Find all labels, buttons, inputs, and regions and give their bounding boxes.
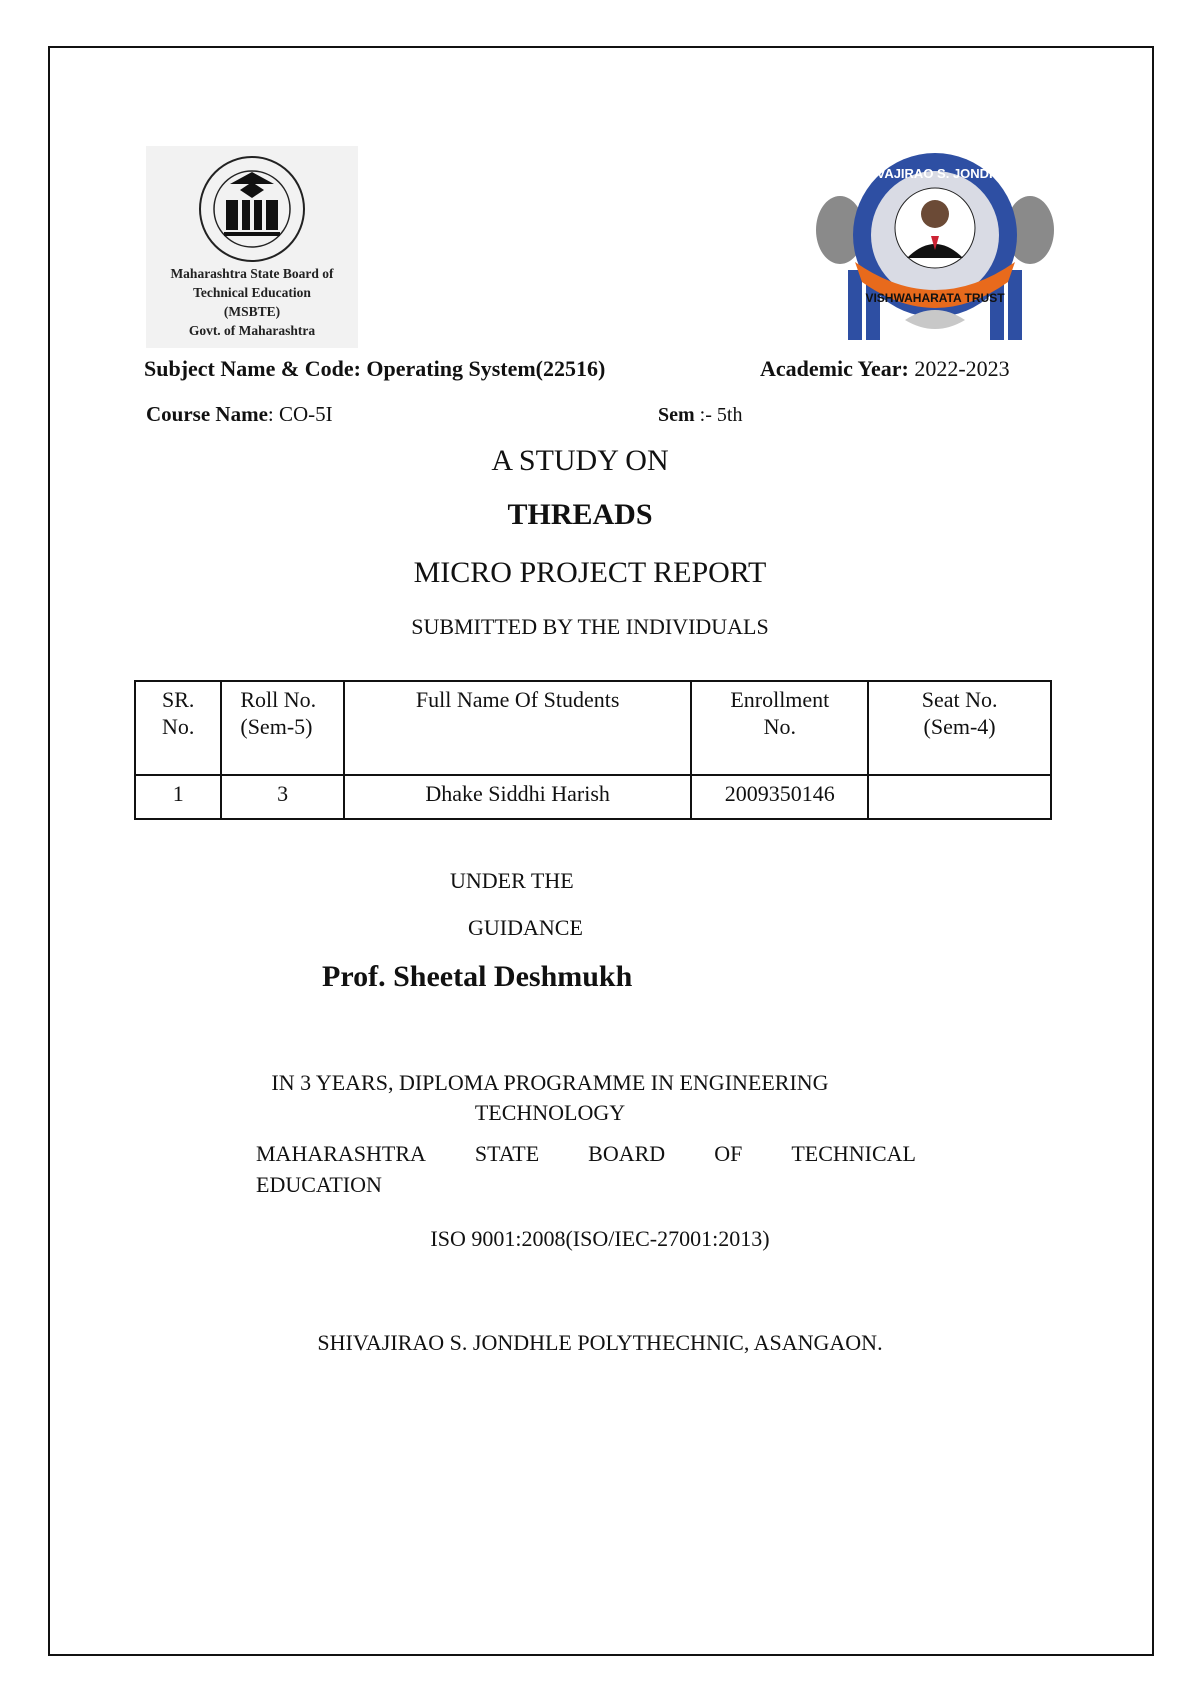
guidance-line-2: GUIDANCE: [468, 915, 583, 940]
subject-value: Operating System(22516): [366, 356, 606, 381]
academic-line: [760, 356, 1010, 382]
cell-roll-no: 3: [221, 775, 344, 819]
header-seat-no: Seat No. (Sem-4): [868, 681, 1051, 775]
trust-emblem-icon: [810, 150, 1060, 350]
programme-line-2: TECHNOLOGY: [474, 1100, 626, 1125]
programme-text: [230, 1068, 870, 1128]
guidance-line-1: UNDER THE: [450, 868, 574, 893]
academic-value: 2022-2023: [914, 356, 1010, 381]
iso-certification: ISO 9001:2008(ISO/IEC-27001:2013): [430, 1226, 770, 1251]
sem-label: Sem: [658, 404, 695, 426]
board-word-3: BOARD: [588, 1141, 666, 1166]
board-text: [256, 1138, 916, 1200]
title-study-on: A STUDY ON: [491, 444, 669, 477]
header-full-name: Full Name Of Students: [344, 681, 692, 775]
msbte-caption-4: Govt. of Maharashtra: [188, 323, 316, 338]
sem-line: [658, 404, 742, 427]
board-word-1: MAHARASHTRA: [256, 1141, 426, 1166]
board-word-2: STATE: [474, 1141, 540, 1166]
title-report: MICRO PROJECT REPORT: [413, 556, 767, 589]
table-header-row: [135, 681, 1051, 775]
msbte-emblem-icon: [192, 154, 312, 264]
msbte-caption-1: Maharashtra State Board of: [170, 266, 334, 281]
course-value: : CO-5I: [267, 402, 333, 426]
trust-text-top: SHIVAJIRAO S. JONDHLE: [854, 166, 1016, 181]
academic-label: Academic Year:: [760, 356, 909, 381]
cell-enrollment: 2009350146: [691, 775, 868, 819]
header-enrollment: Enrollment No.: [691, 681, 868, 775]
cell-seat-no: [868, 775, 1051, 819]
title-submitted-by: SUBMITTED BY THE INDIVIDUALS: [411, 614, 769, 639]
subject-line: [144, 356, 605, 382]
trust-text-bottom: VISHWAHARATA TRUST: [865, 291, 1005, 305]
title-topic: THREADS: [507, 498, 653, 531]
board-word-4: OF: [714, 1141, 743, 1166]
course-line: [146, 402, 333, 427]
subject-label: Subject Name & Code:: [144, 356, 361, 381]
trust-logo: [810, 150, 1060, 350]
board-word-5: TECHNICAL: [791, 1141, 916, 1166]
cell-full-name: Dhake Siddhi Harish: [344, 775, 692, 819]
msbte-caption-3: (MSBTE): [223, 304, 281, 319]
cell-sr-no: 1: [135, 775, 221, 819]
board-line-2: EDUCATION: [256, 1172, 382, 1197]
table-row: [135, 775, 1051, 819]
sem-value: :- 5th: [699, 404, 743, 426]
header-roll-no: Roll No. (Sem-5): [221, 681, 344, 775]
header-sr-no: SR. No.: [135, 681, 221, 775]
msbte-caption-2: Technical Education: [193, 285, 311, 300]
guide-name: Prof. Sheetal Deshmukh: [322, 960, 633, 993]
students-table: [134, 680, 1052, 820]
college-name: SHIVAJIRAO S. JONDHLE POLYTHECHNIC, ASANGAON.: [317, 1330, 883, 1355]
msbte-logo: [146, 146, 358, 348]
course-label: Course Name: [146, 402, 268, 426]
board-line-1: [256, 1138, 916, 1169]
programme-line-1: IN 3 YEARS, DIPLOMA PROGRAMME IN ENGINEERING: [271, 1070, 829, 1095]
